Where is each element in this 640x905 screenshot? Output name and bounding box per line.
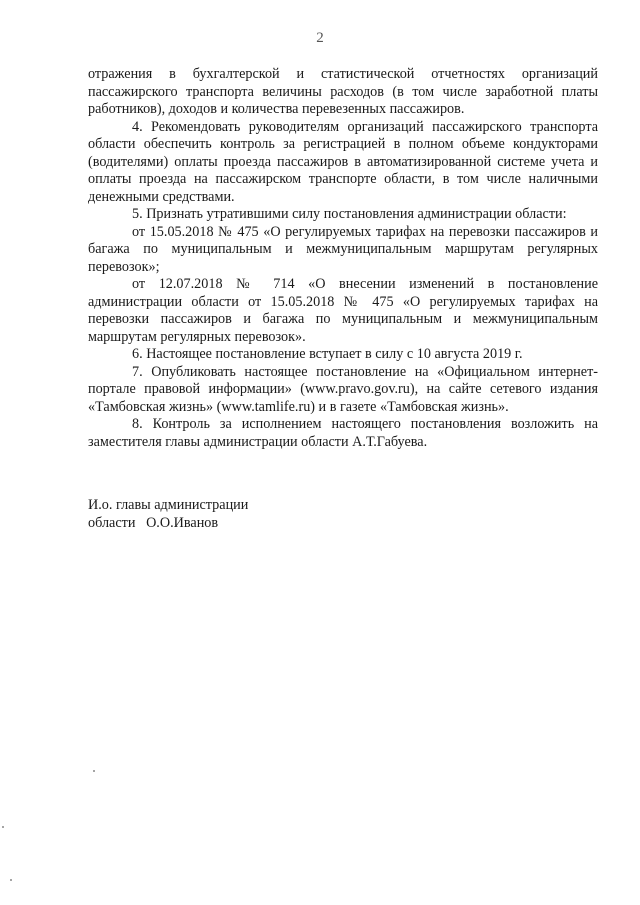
paragraph-item-5-resolution-714: от 12.07.2018 № 714 «О внесении изменений в постановление администрации области от 15.05.2018 № 475 «О регулируемых тарифах на перевозки пассажиров и багажа по муниципальным и межмуниципальным маршрутам регулярных перевозок». <box>88 276 598 345</box>
paragraph-item-8: 8. Контроль за исполнением настоящего постановления возложить на заместителя главы администрации области А.Т.Габуева. <box>88 416 598 450</box>
signature-block <box>88 497 388 532</box>
paragraph-item-5-resolution-475: от 15.05.2018 № 475 «О регулируемых тарифах на перевозки пассажиров и багажа по муниципальным и межмуниципальным маршрутам регулярных перевозок»; <box>88 223 598 275</box>
signature-title: И.о. главы администрации <box>88 497 249 513</box>
signature-name: области О.О.Иванов <box>88 514 219 531</box>
document-body <box>88 66 598 451</box>
paragraph-item-6: 6. Настоящее постановление вступает в силу с 10 августа 2019 г. <box>132 346 523 362</box>
scan-speck <box>10 879 12 881</box>
paragraph-item-5: 5. Признать утратившими силу постановления администрации области: <box>132 206 567 222</box>
scan-speck <box>93 770 95 772</box>
scan-speck <box>2 826 4 828</box>
paragraph-continuation: отражения в бухгалтерской и статистической отчетностях организаций пассажирского транспорта величины расходов (в том числе заработной платы работников), доходов и количества перевезенных пассажиров. <box>88 66 598 117</box>
paragraph-item-7: 7. Опубликовать настоящее постановление на «Официальном интернет-портале правовой информации» (www.pravo.gov.ru), на сайте сетевого издания «Тамбовская жизнь» (www.tamlife.ru) и в газете «Тамбовская жизнь». <box>88 363 598 415</box>
paragraph-item-4: 4. Рекомендовать руководителям организаций пассажирского транспорта области обеспечить контроль за регистрацией в полном объеме кондукторами (водителями) оплаты проезда пассажиров в автоматизированной системе учета и оплаты проезда на пассажирском транспорте области, в том числе наличными денежными средствами. <box>88 118 598 205</box>
page-number: 2 <box>316 30 324 46</box>
